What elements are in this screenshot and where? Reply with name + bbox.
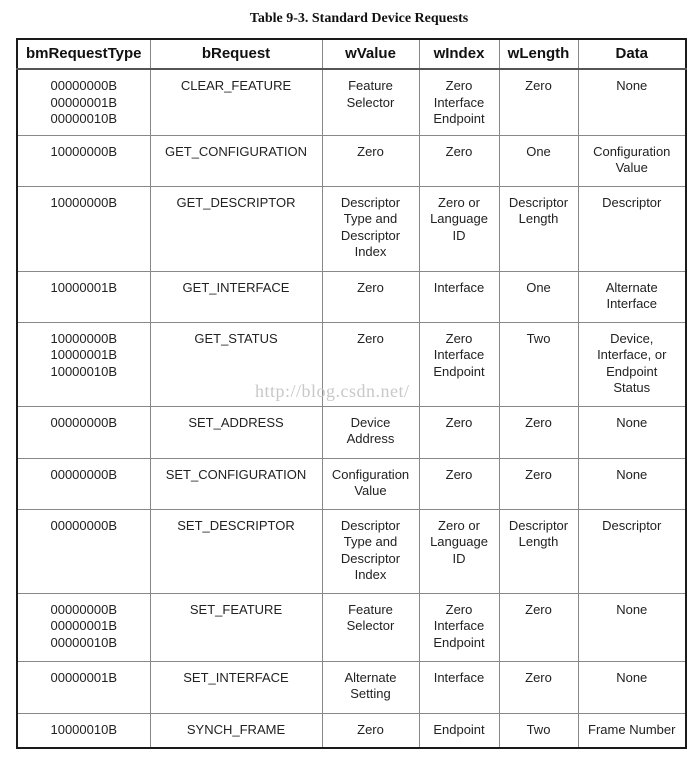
cell-windex: Zero	[419, 135, 499, 186]
cell-wlength: Two	[499, 713, 578, 748]
cell-windex: Zero	[419, 406, 499, 458]
cell-brequest: SET_INTERFACE	[150, 661, 322, 713]
cell-bmrequesttype: 10000000B	[17, 186, 150, 271]
cell-wlength: One	[499, 271, 578, 322]
cell-bmrequesttype: 10000001B	[17, 271, 150, 322]
cell-windex: Zero	[419, 458, 499, 509]
cell-data: None	[578, 406, 686, 458]
cell-windex: Interface	[419, 661, 499, 713]
cell-data: None	[578, 69, 686, 135]
cell-bmrequesttype: 00000001B	[17, 661, 150, 713]
standard-device-requests-table	[16, 38, 687, 749]
cell-wlength: Zero	[499, 69, 578, 135]
table-row	[17, 406, 686, 458]
table-row	[17, 509, 686, 593]
table-row	[17, 322, 686, 406]
cell-wlength: Zero	[499, 406, 578, 458]
cell-wlength: Descriptor Length	[499, 509, 578, 593]
cell-wvalue: Zero	[322, 271, 419, 322]
cell-bmrequesttype: 10000000B	[17, 135, 150, 186]
cell-data: Configuration Value	[578, 135, 686, 186]
cell-windex: Zero or Language ID	[419, 186, 499, 271]
table-row	[17, 271, 686, 322]
cell-wvalue: Descriptor Type and Descriptor Index	[322, 509, 419, 593]
table-caption: Table 9-3. Standard Device Requests	[249, 11, 469, 26]
header-row	[17, 39, 686, 69]
cell-wvalue: Zero	[322, 135, 419, 186]
table-row	[17, 186, 686, 271]
cell-wvalue: Descriptor Type and Descriptor Index	[322, 186, 419, 271]
cell-wvalue: Feature Selector	[322, 593, 419, 661]
cell-wlength: Descriptor Length	[499, 186, 578, 271]
header-windex: wIndex	[419, 39, 499, 69]
cell-bmrequesttype: 00000000B 00000001B 00000010B	[17, 69, 150, 135]
cell-wlength: One	[499, 135, 578, 186]
cell-wvalue: Zero	[322, 713, 419, 748]
cell-windex: Interface	[419, 271, 499, 322]
cell-wvalue: Zero	[322, 322, 419, 406]
cell-brequest: SET_ADDRESS	[150, 406, 322, 458]
cell-data: Descriptor	[578, 509, 686, 593]
cell-bmrequesttype: 00000000B	[17, 458, 150, 509]
table-row	[17, 713, 686, 748]
table-row	[17, 661, 686, 713]
cell-brequest: SYNCH_FRAME	[150, 713, 322, 748]
header-bmrequesttype: bmRequestType	[17, 39, 150, 69]
cell-data: Descriptor	[578, 186, 686, 271]
cell-data: Device, Interface, or Endpoint Status	[578, 322, 686, 406]
cell-windex: Zero Interface Endpoint	[419, 69, 499, 135]
cell-data: None	[578, 593, 686, 661]
cell-brequest: SET_CONFIGURATION	[150, 458, 322, 509]
table-row	[17, 135, 686, 186]
header-data: Data	[578, 39, 686, 69]
cell-brequest: CLEAR_FEATURE	[150, 69, 322, 135]
cell-bmrequesttype: 10000010B	[17, 713, 150, 748]
cell-windex: Zero Interface Endpoint	[419, 593, 499, 661]
cell-wvalue: Alternate Setting	[322, 661, 419, 713]
cell-wlength: Zero	[499, 458, 578, 509]
cell-bmrequesttype: 10000000B 10000001B 10000010B	[17, 322, 150, 406]
cell-windex: Zero or Language ID	[419, 509, 499, 593]
cell-bmrequesttype: 00000000B 00000001B 00000010B	[17, 593, 150, 661]
table-row	[17, 458, 686, 509]
cell-bmrequesttype: 00000000B	[17, 509, 150, 593]
cell-data: Alternate Interface	[578, 271, 686, 322]
cell-brequest: SET_FEATURE	[150, 593, 322, 661]
cell-data: None	[578, 458, 686, 509]
cell-brequest: GET_INTERFACE	[150, 271, 322, 322]
cell-wlength: Zero	[499, 593, 578, 661]
cell-brequest: GET_CONFIGURATION	[150, 135, 322, 186]
header-wlength: wLength	[499, 39, 578, 69]
cell-wvalue: Feature Selector	[322, 69, 419, 135]
cell-wvalue: Device Address	[322, 406, 419, 458]
watermark: http://blog.csdn.net/	[255, 381, 410, 401]
cell-bmrequesttype: 00000000B	[17, 406, 150, 458]
cell-wlength: Zero	[499, 661, 578, 713]
cell-wvalue: Configuration Value	[322, 458, 419, 509]
cell-data: Frame Number	[578, 713, 686, 748]
cell-wlength: Two	[499, 322, 578, 406]
cell-data: None	[578, 661, 686, 713]
cell-windex: Endpoint	[419, 713, 499, 748]
cell-brequest: GET_STATUS	[150, 322, 322, 406]
header-brequest: bRequest	[150, 39, 322, 69]
table-row	[17, 593, 686, 661]
cell-brequest: GET_DESCRIPTOR	[150, 186, 322, 271]
cell-brequest: SET_DESCRIPTOR	[150, 509, 322, 593]
cell-windex: Zero Interface Endpoint	[419, 322, 499, 406]
header-wvalue: wValue	[322, 39, 419, 69]
table-row	[17, 69, 686, 135]
